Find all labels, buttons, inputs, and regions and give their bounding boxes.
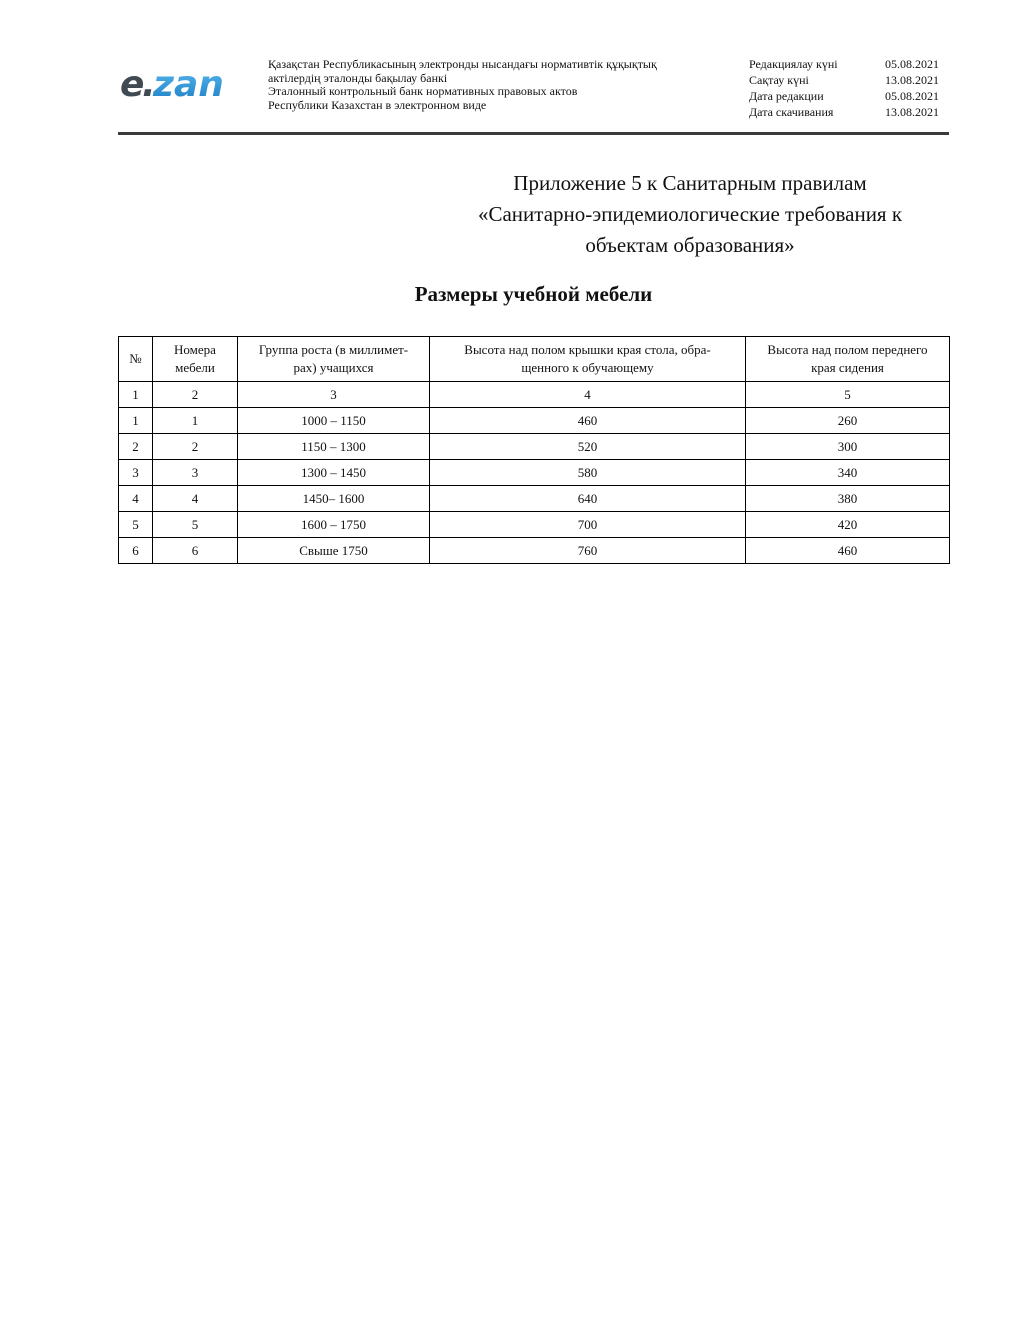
header-description-line: Қазақстан Республикасының электронды нысандағы нормативтік құқықтық: [268, 57, 657, 71]
table-cell: 1600 – 1750: [238, 512, 430, 538]
header-line: рах) учащихся: [293, 360, 374, 375]
table-header-row: [119, 337, 950, 382]
header-line: Высота над полом переднего: [767, 342, 928, 357]
ezan-logo: [118, 62, 238, 106]
header-line: Группа роста (в миллимет-: [258, 342, 409, 357]
table-cell: 260: [746, 408, 950, 434]
table-cell: 1300 – 1450: [238, 460, 430, 486]
table-cell: 460: [746, 538, 950, 564]
header-description-line: Республики Казахстан в электронном виде: [268, 97, 487, 112]
table-cell: 420: [746, 512, 950, 538]
table-cell: 580: [430, 460, 746, 486]
table-cell: 700: [430, 512, 746, 538]
meta-value: 13.08.2021: [885, 105, 939, 119]
furniture-sizes-table: [118, 336, 950, 564]
header-line: мебели: [175, 360, 215, 375]
meta-label: Дата редакции: [749, 89, 824, 103]
appendix-line: «Санитарно-эпидемиологические требования к: [477, 202, 903, 226]
table-cell: 4: [153, 486, 238, 512]
table-cell: Свыше 1750: [238, 538, 430, 564]
header-divider: [118, 132, 949, 135]
meta-label: Редакциялау күні: [749, 57, 838, 71]
table-row: [119, 538, 950, 564]
table-cell: 1: [119, 408, 153, 434]
table-cell: 640: [430, 486, 746, 512]
table-cell: 2: [153, 434, 238, 460]
table-row: [119, 382, 950, 408]
meta-row-edit-date-kz: [749, 56, 949, 72]
meta-value: 05.08.2021: [885, 57, 939, 71]
header-desk-height: [430, 337, 746, 382]
header-line: щенного к обучающему: [521, 360, 654, 375]
header-description-line: актілердің эталонды бақылау банкі: [268, 70, 448, 85]
table-cell: 1: [119, 382, 153, 408]
appendix-line: Приложение 5 к Санитарным правилам: [513, 171, 867, 195]
table-cell: 5: [153, 512, 238, 538]
header-height-group: [238, 337, 430, 382]
header-line: края сидения: [811, 360, 884, 375]
table-cell: 300: [746, 434, 950, 460]
table-row: [119, 486, 950, 512]
table-cell: 520: [430, 434, 746, 460]
table-cell: 1450– 1600: [238, 486, 430, 512]
table-cell: 1150 – 1300: [238, 434, 430, 460]
meta-row-save-date-kz: [749, 72, 949, 88]
header-furniture-number: [153, 337, 238, 382]
header-line: Высота над полом крышки края стола, обра-: [464, 342, 711, 357]
header-description-line: Эталонный контрольный банк нормативных правовых актов: [268, 84, 578, 98]
meta-label: Дата скачивания: [749, 105, 834, 119]
table-row: [119, 460, 950, 486]
table-cell: 4: [119, 486, 153, 512]
table-cell: 6: [153, 538, 238, 564]
header-meta: [749, 56, 949, 120]
table-cell: 760: [430, 538, 746, 564]
table-cell: 380: [746, 486, 950, 512]
svg-text:e: e: [120, 64, 145, 105]
table-cell: 5: [119, 512, 153, 538]
table-cell: 1000 – 1150: [238, 408, 430, 434]
appendix-note: [440, 168, 940, 261]
table-cell: 3: [119, 460, 153, 486]
table-row: [119, 512, 950, 538]
header-number: [119, 337, 153, 382]
meta-row-download-date-ru: [749, 104, 949, 120]
meta-value: 05.08.2021: [885, 89, 939, 103]
header-description: [268, 58, 728, 112]
header-line: №: [129, 351, 142, 366]
table-row: [119, 434, 950, 460]
header-line: Номера: [174, 342, 216, 357]
table-cell: 4: [430, 382, 746, 408]
meta-value: 13.08.2021: [885, 73, 939, 87]
table-cell: 340: [746, 460, 950, 486]
table-cell: 460: [430, 408, 746, 434]
meta-row-edit-date-ru: [749, 88, 949, 104]
svg-text:.: .: [142, 64, 156, 105]
table-cell: 1: [153, 408, 238, 434]
table-cell: 3: [153, 460, 238, 486]
table-cell: 3: [238, 382, 430, 408]
meta-label: Сақтау күні: [749, 73, 809, 87]
table-cell: 6: [119, 538, 153, 564]
document-title: Размеры учебной мебели: [414, 282, 653, 306]
table-row: [119, 408, 950, 434]
appendix-line: объектам образования»: [585, 233, 795, 257]
table-cell: 2: [153, 382, 238, 408]
header-seat-height: [746, 337, 950, 382]
table-cell: 2: [119, 434, 153, 460]
document-header: [118, 56, 949, 132]
table-cell: 5: [746, 382, 950, 408]
svg-text:zan: zan: [153, 64, 224, 105]
